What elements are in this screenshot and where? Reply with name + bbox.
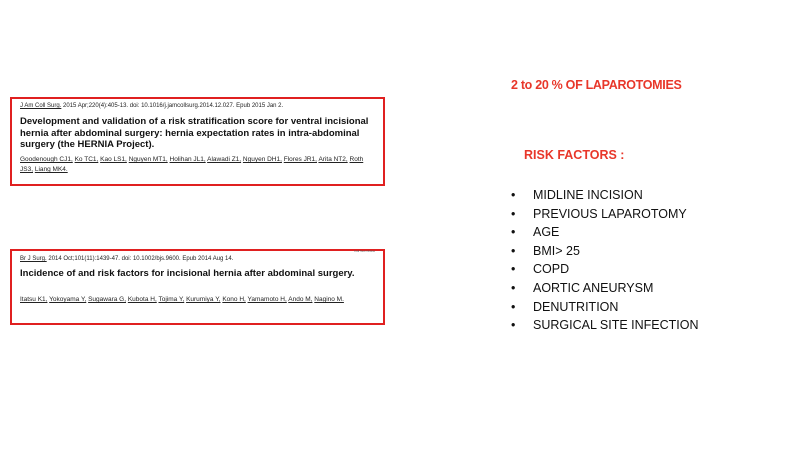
- bullet-icon: •: [511, 299, 516, 314]
- author-link[interactable]: Ko TC1,: [74, 156, 99, 163]
- journal-link[interactable]: Br J Surg.: [20, 256, 47, 262]
- citation-box-1: [10, 97, 385, 186]
- full-text-note[interactable]: Full Text Online: [354, 249, 375, 253]
- risk-factor-item: [511, 223, 699, 242]
- bullet-icon: •: [511, 280, 516, 295]
- risk-factor-item: [511, 279, 699, 298]
- risk-factor-label: AGE: [533, 225, 560, 240]
- risk-factor-item: [511, 298, 699, 317]
- citation-box-2: [10, 249, 385, 325]
- risk-factor-label: AORTIC ANEURYSM: [533, 280, 654, 295]
- citation-1-title: Development and validation of a risk stratification score for ventral incisional hernia after abdominal surgery: hernia expectation rates in intra-abdominal surgery (the HERNIA Project).: [20, 116, 369, 150]
- risk-factor-label: BMI> 25: [533, 243, 580, 258]
- risk-factor-item: [511, 186, 699, 205]
- risk-factor-label: MIDLINE INCISION: [533, 188, 643, 202]
- author-link[interactable]: Itatsu K1,: [20, 296, 48, 303]
- author-link[interactable]: Flores JR1,: [283, 156, 317, 163]
- risk-factor-list: [511, 186, 699, 335]
- risk-factor-label: COPD: [533, 262, 570, 277]
- author-link[interactable]: Alawadi Z1,: [207, 156, 242, 163]
- risk-factor-label: DENUTRITION: [533, 299, 619, 314]
- author-link[interactable]: Tojima Y,: [158, 296, 185, 303]
- bullet-icon: •: [511, 243, 516, 258]
- author-link[interactable]: Holihan JL1,: [169, 156, 206, 163]
- risk-factors-title: RISK FACTORS :: [524, 148, 625, 162]
- author-link[interactable]: Kubota H,: [127, 296, 157, 303]
- author-link[interactable]: Yokoyama Y,: [49, 296, 87, 303]
- citation-details: 2014 Oct;101(11):1439-47. doi: 10.1002/bjs.9600. Epub 2014 Aug 14.: [46, 256, 234, 262]
- risk-factor-item: [511, 260, 699, 279]
- author-link[interactable]: Nguyen MT1,: [128, 156, 168, 163]
- bullet-icon: •: [511, 225, 516, 240]
- author-link[interactable]: Roth JS3,: [20, 156, 364, 173]
- citation-details: 2015 Apr;220(4):405-13. doi: 10.1016/j.jamcollsurg.2014.12.027. Epub 2015 Jan 2.: [61, 103, 284, 109]
- author-link[interactable]: Ando M,: [288, 296, 313, 303]
- author-link[interactable]: Kurumiya Y,: [186, 296, 221, 303]
- author-link[interactable]: Nguyen DH1,: [242, 156, 282, 163]
- author-link[interactable]: Liang MK4.: [34, 166, 68, 173]
- citation-1-authors: [20, 155, 377, 175]
- author-link[interactable]: Yamamoto H,: [247, 296, 287, 303]
- bullet-icon: •: [511, 206, 516, 221]
- author-link[interactable]: Arita NT2,: [318, 156, 348, 163]
- citation-2-source: [20, 256, 233, 262]
- author-link[interactable]: Kao LS1,: [100, 156, 127, 163]
- journal-link[interactable]: J Am Coll Surg.: [20, 103, 62, 109]
- bullet-icon: •: [511, 318, 516, 333]
- author-link[interactable]: Kono H,: [222, 296, 246, 303]
- bullet-icon: •: [511, 188, 516, 202]
- bullet-icon: •: [511, 262, 516, 277]
- author-link[interactable]: Nagino M.: [314, 296, 344, 303]
- risk-factor-label: SURGICAL SITE INFECTION: [533, 318, 699, 333]
- author-link[interactable]: Goodenough CJ1,: [20, 156, 73, 163]
- citation-1-source: [20, 103, 283, 109]
- risk-factor-item: [511, 316, 699, 335]
- citation-2-authors: [20, 295, 377, 305]
- risk-factor-item: [511, 205, 699, 224]
- risk-factor-label: PREVIOUS LAPAROTOMY: [533, 206, 687, 221]
- citation-2-title: Incidence of and risk factors for incisional hernia after abdominal surgery.: [20, 268, 355, 279]
- incidence-statement: 2 to 20 % OF LAPAROTOMIES: [511, 78, 682, 92]
- risk-factor-item: [511, 242, 699, 261]
- author-link[interactable]: Sugawara G,: [88, 296, 127, 303]
